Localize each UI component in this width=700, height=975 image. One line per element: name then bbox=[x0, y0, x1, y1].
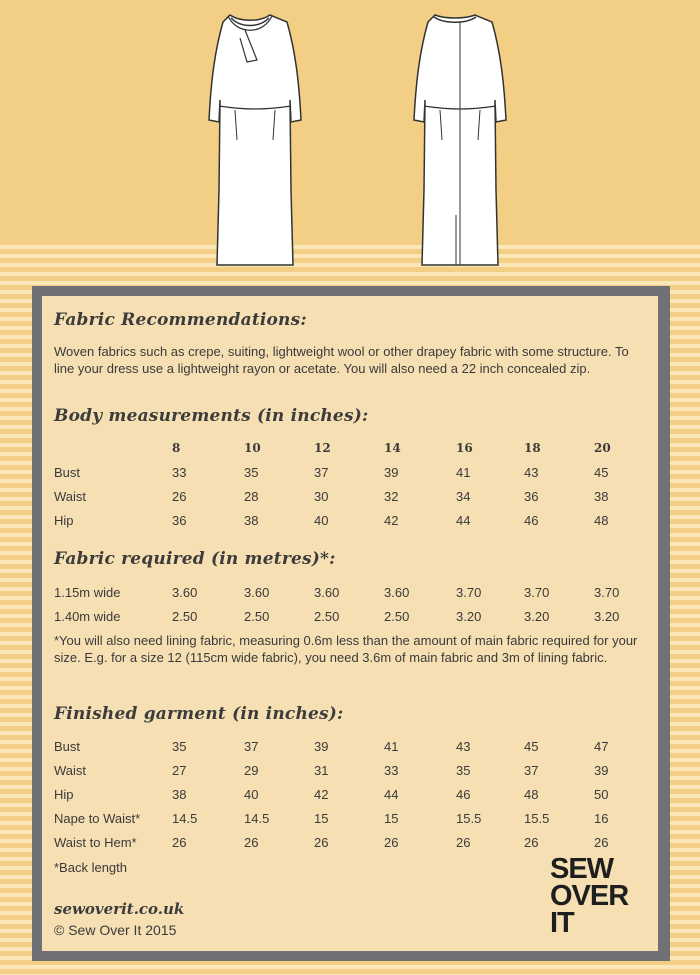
logo-line: OVER bbox=[550, 880, 629, 912]
table-cell: 35 bbox=[172, 738, 187, 754]
table-cell: 33 bbox=[172, 464, 187, 480]
finished-garment-table bbox=[54, 734, 654, 854]
info-card bbox=[42, 296, 658, 951]
size-header: 14 bbox=[384, 441, 401, 455]
logo-line: SEW bbox=[550, 853, 614, 885]
row-label: Hip bbox=[54, 786, 74, 802]
row-label: Hip bbox=[54, 512, 74, 528]
table-cell: 31 bbox=[314, 762, 329, 778]
table-cell: 38 bbox=[244, 512, 259, 528]
table-cell: 3.70 bbox=[456, 584, 482, 600]
table-cell: 42 bbox=[314, 786, 329, 802]
table-cell: 45 bbox=[524, 738, 539, 754]
table-row bbox=[54, 830, 654, 854]
table-row bbox=[54, 580, 654, 604]
table-cell: 33 bbox=[384, 762, 399, 778]
table-cell: 15 bbox=[314, 810, 329, 826]
table-cell: 29 bbox=[244, 762, 259, 778]
table-cell: 3.70 bbox=[524, 584, 550, 600]
table-cell: 35 bbox=[244, 464, 259, 480]
table-row bbox=[54, 782, 654, 806]
table-cell: 37 bbox=[314, 464, 329, 480]
table-cell: 26 bbox=[456, 834, 471, 850]
table-cell: 37 bbox=[524, 762, 539, 778]
table-row bbox=[54, 758, 654, 782]
table-cell: 26 bbox=[384, 834, 399, 850]
table-cell: 37 bbox=[244, 738, 259, 754]
table-cell: 36 bbox=[172, 512, 187, 528]
table-cell: 46 bbox=[456, 786, 471, 802]
table-cell: 40 bbox=[244, 786, 259, 802]
table-cell: 2.50 bbox=[172, 608, 198, 624]
table-cell: 3.20 bbox=[524, 608, 550, 624]
dress-back-illustration bbox=[400, 10, 520, 272]
fabric-required-heading: Fabric required (in metres)*: bbox=[54, 549, 336, 569]
table-cell: 14.5 bbox=[244, 810, 270, 826]
table-cell: 26 bbox=[244, 834, 259, 850]
table-cell: 41 bbox=[456, 464, 471, 480]
table-cell: 34 bbox=[456, 488, 471, 504]
table-cell: 48 bbox=[524, 786, 539, 802]
table-row bbox=[54, 484, 654, 508]
table-row bbox=[54, 460, 654, 484]
table-cell: 30 bbox=[314, 488, 329, 504]
table-cell: 26 bbox=[594, 834, 609, 850]
fabric-required-table bbox=[54, 580, 654, 628]
table-row bbox=[54, 806, 654, 830]
table-cell: 15 bbox=[384, 810, 399, 826]
website-link[interactable]: sewoverit.co.uk bbox=[54, 900, 185, 918]
table-cell: 2.50 bbox=[384, 608, 410, 624]
table-cell: 27 bbox=[172, 762, 187, 778]
lining-note: *You will also need lining fabric, measuring 0.6m less than the amount of main fabric required for your size. E.g. for a size 12 (115cm wide fabric), you need 3.6m of main fabric and 3m of lining fabric. bbox=[54, 633, 638, 665]
table-cell: 38 bbox=[172, 786, 187, 802]
table-cell: 47 bbox=[594, 738, 609, 754]
table-cell: 15.5 bbox=[524, 810, 550, 826]
table-cell: 3.60 bbox=[172, 584, 198, 600]
table-cell: 28 bbox=[244, 488, 259, 504]
table-cell: 44 bbox=[384, 786, 399, 802]
table-cell: 39 bbox=[314, 738, 329, 754]
size-header: 20 bbox=[594, 441, 611, 455]
size-header: 18 bbox=[524, 441, 541, 455]
table-cell: 45 bbox=[594, 464, 609, 480]
body-measurements-heading: Body measurements (in inches): bbox=[54, 406, 369, 426]
table-cell: 26 bbox=[524, 834, 539, 850]
size-header: 8 bbox=[172, 441, 181, 455]
row-label: Nape to Waist* bbox=[54, 810, 141, 826]
back-length-note: *Back length bbox=[54, 860, 127, 875]
table-cell: 32 bbox=[384, 488, 399, 504]
row-label: Waist bbox=[54, 488, 87, 504]
table-cell: 43 bbox=[456, 738, 471, 754]
row-label: 1.40m wide bbox=[54, 608, 121, 624]
table-cell: 3.20 bbox=[456, 608, 482, 624]
table-cell: 3.70 bbox=[594, 584, 620, 600]
fabric-recommendations-heading: Fabric Recommendations: bbox=[54, 310, 307, 330]
table-cell: 2.50 bbox=[244, 608, 270, 624]
size-header-row bbox=[54, 436, 654, 460]
table-row bbox=[54, 734, 654, 758]
table-cell: 15.5 bbox=[456, 810, 482, 826]
sew-over-it-logo bbox=[550, 853, 645, 939]
finished-garment-heading: Finished garment (in inches): bbox=[54, 704, 344, 724]
table-cell: 3.60 bbox=[244, 584, 270, 600]
copyright-text: © Sew Over It 2015 bbox=[54, 922, 177, 938]
table-cell: 39 bbox=[594, 762, 609, 778]
table-cell: 44 bbox=[456, 512, 471, 528]
table-cell: 3.20 bbox=[594, 608, 620, 624]
row-label: Bust bbox=[54, 464, 81, 480]
table-cell: 40 bbox=[314, 512, 329, 528]
table-cell: 26 bbox=[314, 834, 329, 850]
dress-front-illustration bbox=[195, 10, 315, 272]
table-cell: 35 bbox=[456, 762, 471, 778]
table-cell: 50 bbox=[594, 786, 609, 802]
table-cell: 3.60 bbox=[384, 584, 410, 600]
size-header: 16 bbox=[456, 441, 473, 455]
table-cell: 42 bbox=[384, 512, 399, 528]
body-measurements-table bbox=[54, 436, 654, 532]
table-cell: 26 bbox=[172, 834, 187, 850]
table-cell: 2.50 bbox=[314, 608, 340, 624]
table-cell: 46 bbox=[524, 512, 539, 528]
table-cell: 16 bbox=[594, 810, 609, 826]
table-cell: 48 bbox=[594, 512, 609, 528]
row-label: Waist bbox=[54, 762, 87, 778]
table-cell: 26 bbox=[172, 488, 187, 504]
table-cell: 39 bbox=[384, 464, 399, 480]
row-label: 1.15m wide bbox=[54, 584, 121, 600]
table-row bbox=[54, 508, 654, 532]
logo-line: IT bbox=[550, 907, 574, 939]
table-row bbox=[54, 604, 654, 628]
table-cell: 38 bbox=[594, 488, 609, 504]
row-label: Waist to Hem* bbox=[54, 834, 137, 850]
size-header: 12 bbox=[314, 441, 331, 455]
table-cell: 36 bbox=[524, 488, 539, 504]
size-header: 10 bbox=[244, 441, 261, 455]
row-label: Bust bbox=[54, 738, 81, 754]
table-cell: 14.5 bbox=[172, 810, 198, 826]
table-cell: 43 bbox=[524, 464, 539, 480]
table-cell: 3.60 bbox=[314, 584, 340, 600]
table-cell: 41 bbox=[384, 738, 399, 754]
fabric-recommendations-text: Woven fabrics such as crepe, suiting, lightweight wool or other drapey fabric with some structure. To line your dress use a lightweight rayon or acetate. You will also need a 22 inch concealed zip. bbox=[54, 344, 629, 376]
